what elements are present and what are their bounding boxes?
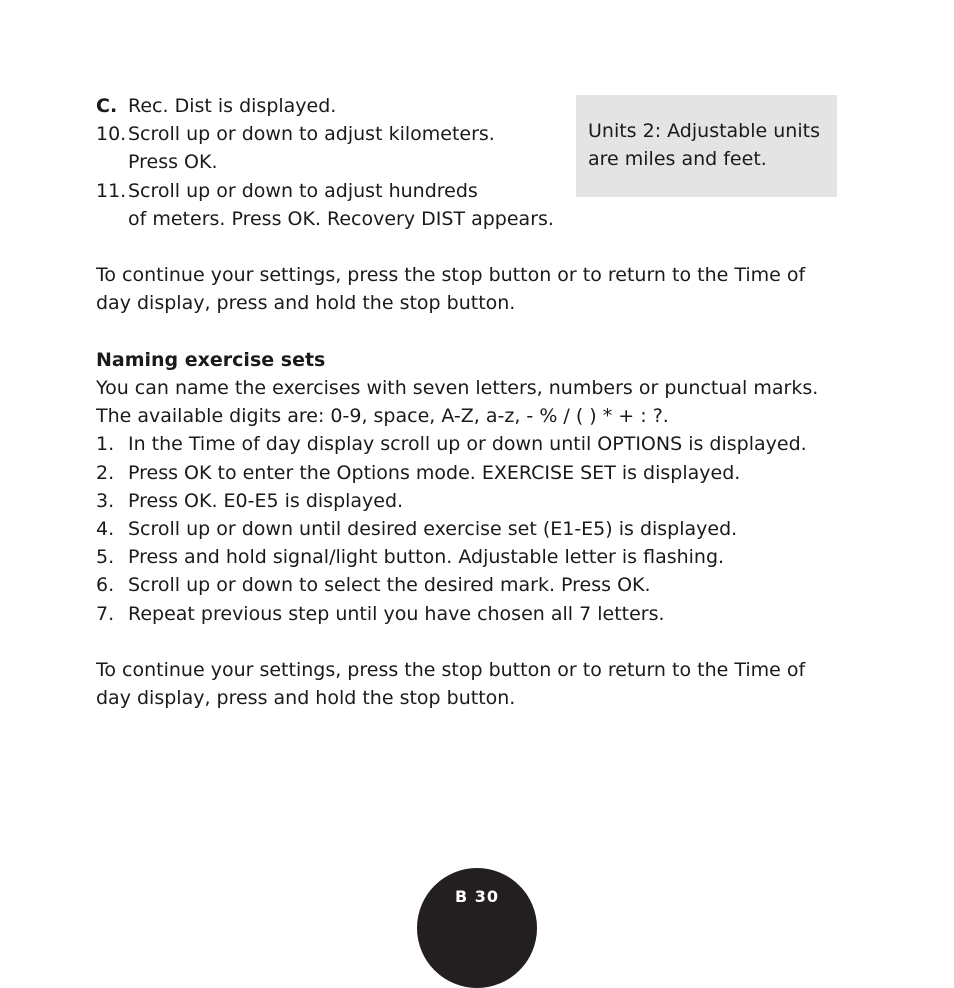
naming-step-number: 1. bbox=[96, 433, 115, 455]
step-text-10-line-2: Press OK. bbox=[128, 151, 218, 173]
naming-step-text: Scroll up or down until desired exercise set (E1-E5) is displayed. bbox=[128, 518, 738, 540]
step-text-11-line-1: Scroll up or down to adjust hundreds bbox=[128, 180, 478, 202]
section-heading-naming: Naming exercise sets bbox=[96, 349, 326, 371]
step-text-11-line-2: of meters. Press OK. Recovery DIST appears. bbox=[128, 208, 554, 230]
step-number-c: C. bbox=[96, 95, 118, 117]
continue-paragraph-1-line-2: day display, press and hold the stop button. bbox=[96, 292, 516, 314]
naming-step-text: Scroll up or down to select the desired mark. Press OK. bbox=[128, 574, 651, 596]
continue-paragraph-1-line-1: To continue your settings, press the stop button or to return to the Time of bbox=[96, 264, 806, 286]
naming-step-text: Repeat previous step until you have chosen all 7 letters. bbox=[128, 603, 665, 625]
naming-step-number: 4. bbox=[96, 518, 115, 540]
naming-intro-line-1: You can name the exercises with seven letters, numbers or punctual marks. bbox=[96, 377, 819, 399]
naming-step-number: 3. bbox=[96, 490, 115, 512]
units-note-line-1: Units 2: Adjustable units bbox=[588, 120, 820, 142]
naming-step-text: Press and hold signal/light button. Adjustable letter is flashing. bbox=[128, 546, 725, 568]
naming-step-number: 2. bbox=[96, 462, 115, 484]
units-note-line-2: are miles and feet. bbox=[588, 148, 767, 170]
step-number-11: 11. bbox=[96, 180, 127, 202]
step-number-10: 10. bbox=[96, 123, 127, 145]
naming-step-text: Press OK to enter the Options mode. EXERCISE SET is displayed. bbox=[128, 462, 741, 484]
continue-paragraph-2-line-1: To continue your settings, press the stop button or to return to the Time of bbox=[96, 659, 806, 681]
naming-intro-line-2: The available digits are: 0-9, space, A-Z, a-z, - % / ( ) * + : ?. bbox=[96, 405, 669, 427]
naming-step-number: 6. bbox=[96, 574, 115, 596]
naming-step-number: 5. bbox=[96, 546, 115, 568]
units-note-box bbox=[576, 95, 837, 197]
step-text-10-line-1: Scroll up or down to adjust kilometers. bbox=[128, 123, 495, 145]
naming-step-text: In the Time of day display scroll up or down until OPTIONS is displayed. bbox=[128, 433, 807, 455]
step-text-c: Rec. Dist is displayed. bbox=[128, 95, 337, 117]
continue-paragraph-2-line-2: day display, press and hold the stop button. bbox=[96, 687, 516, 709]
naming-step-number: 7. bbox=[96, 603, 115, 625]
page-number: B 30 bbox=[454, 887, 500, 906]
naming-step-text: Press OK. E0-E5 is displayed. bbox=[128, 490, 404, 512]
